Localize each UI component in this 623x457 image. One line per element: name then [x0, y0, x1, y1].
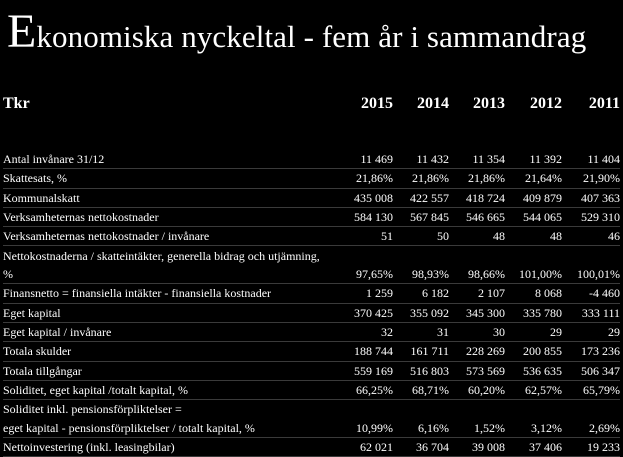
- row-value: [325, 400, 393, 419]
- table-row: [3, 380, 620, 399]
- row-value: 100,01%: [562, 246, 620, 284]
- row-value: 435 008: [325, 188, 393, 207]
- row-value: 50: [393, 227, 449, 246]
- row-value: [449, 400, 505, 419]
- table-row: [3, 169, 620, 188]
- row-value: 46: [562, 227, 620, 246]
- row-value: 66,25%: [325, 380, 393, 399]
- row-label: Verksamheternas nettokostnader: [3, 207, 325, 226]
- row-value: 2 107: [449, 284, 505, 303]
- row-value: 10,99%: [325, 419, 393, 438]
- row-value: 65,79%: [562, 380, 620, 399]
- table-row: [3, 437, 620, 456]
- row-value: 1 259: [325, 284, 393, 303]
- row-value: 584 130: [325, 207, 393, 226]
- row-value: 407 363: [562, 188, 620, 207]
- row-value: 573 569: [449, 361, 505, 380]
- row-value: 8 068: [505, 284, 562, 303]
- table-row: [3, 323, 620, 342]
- row-value: -4 460: [562, 284, 620, 303]
- row-value: 21,86%: [325, 169, 393, 188]
- header-year: 2012: [530, 94, 562, 112]
- row-value: 333 111: [562, 303, 620, 322]
- row-value: 11 392: [505, 150, 562, 169]
- row-value: 68,71%: [393, 380, 449, 399]
- row-value: 228 269: [449, 342, 505, 361]
- row-value: 11 432: [393, 150, 449, 169]
- row-value: 422 557: [393, 188, 449, 207]
- table-row: [3, 207, 620, 226]
- table-row: [3, 188, 620, 207]
- row-value: 567 845: [393, 207, 449, 226]
- row-label: Soliditet, eget kapital /totalt kapital, %: [3, 380, 325, 399]
- row-value: 21,90%: [562, 169, 620, 188]
- row-label: Kommunalskatt: [3, 188, 325, 207]
- row-value: 2,69%: [562, 419, 620, 438]
- row-value: 335 780: [505, 303, 562, 322]
- row-value: 11 354: [449, 150, 505, 169]
- row-value: 506 347: [562, 361, 620, 380]
- row-label: eget kapital - pensionsförpliktelser / totalt kapital, %: [3, 419, 325, 438]
- row-value: 559 169: [325, 361, 393, 380]
- header-year: 2011: [588, 94, 620, 112]
- row-value: 39 008: [449, 437, 505, 456]
- row-label: Eget kapital: [3, 303, 325, 322]
- table-row: [3, 246, 620, 284]
- row-value: 29: [505, 323, 562, 342]
- row-value: 6,16%: [393, 419, 449, 438]
- row-label: Antal invånare 31/12: [3, 150, 325, 169]
- row-value: 101,00%: [505, 246, 562, 284]
- table-row: [3, 400, 620, 419]
- row-label: Soliditet inkl. pensionsförpliktelser =: [3, 402, 182, 417]
- header-year: 2013: [473, 94, 505, 112]
- row-value: 19 233: [562, 437, 620, 456]
- table-header-row: [3, 91, 620, 116]
- row-value: 30: [449, 323, 505, 342]
- table-row: [3, 361, 620, 380]
- row-label: Verksamheternas nettokostnader / invånare: [3, 227, 325, 246]
- row-label: Nettokostnaderna / skatteintäkter, generella bidrag och utjämning, %: [3, 246, 325, 284]
- header-unit-label: Tkr: [3, 94, 30, 112]
- row-value: 370 425: [325, 303, 393, 322]
- row-value: 161 711: [393, 342, 449, 361]
- row-value: 51: [325, 227, 393, 246]
- table-row: [3, 303, 620, 322]
- header-year: 2015: [361, 94, 393, 112]
- table-row: [3, 342, 620, 361]
- row-value: [393, 400, 449, 419]
- row-value: 6 182: [393, 284, 449, 303]
- row-value: 173 236: [562, 342, 620, 361]
- row-value: 97,65%: [325, 246, 393, 284]
- row-value: 11 404: [562, 150, 620, 169]
- row-value: [562, 400, 620, 419]
- table-row: [3, 227, 620, 246]
- row-value: 1,52%: [449, 419, 505, 438]
- page-title: [7, 5, 587, 58]
- row-value: 11 469: [325, 150, 393, 169]
- row-value: 60,20%: [449, 380, 505, 399]
- row-value: 345 300: [449, 303, 505, 322]
- row-value: 31: [393, 323, 449, 342]
- row-value: 516 803: [393, 361, 449, 380]
- row-value: 21,86%: [449, 169, 505, 188]
- row-label: Nettoinvestering (inkl. leasingbilar): [3, 437, 325, 456]
- row-value: [505, 400, 562, 419]
- row-value: 544 065: [505, 207, 562, 226]
- page-title-initial: E: [7, 5, 37, 58]
- table-row: [3, 150, 620, 169]
- spacer-row: [3, 116, 620, 150]
- row-value: 546 665: [449, 207, 505, 226]
- row-value: 29: [562, 323, 620, 342]
- row-value: 529 310: [562, 207, 620, 226]
- row-value: 62,57%: [505, 380, 562, 399]
- row-value: 3,12%: [505, 419, 562, 438]
- key-figures-table: [3, 91, 620, 457]
- row-value: 409 879: [505, 188, 562, 207]
- row-value: 48: [505, 227, 562, 246]
- row-value: 48: [449, 227, 505, 246]
- row-label: Eget kapital / invånare: [3, 323, 325, 342]
- page-title-rest: konomiska nyckeltal - fem år i sammandrag: [36, 19, 587, 54]
- row-value: 21,86%: [393, 169, 449, 188]
- row-value: 21,64%: [505, 169, 562, 188]
- row-value: 536 635: [505, 361, 562, 380]
- row-value: 98,93%: [393, 246, 449, 284]
- row-label: Totala skulder: [3, 342, 325, 361]
- row-value: 62 021: [325, 437, 393, 456]
- row-value: 36 704: [393, 437, 449, 456]
- table-row: [3, 419, 620, 438]
- header-year: 2014: [417, 94, 449, 112]
- row-label: Skattesats, %: [3, 169, 325, 188]
- row-value: 32: [325, 323, 393, 342]
- row-value: 355 092: [393, 303, 449, 322]
- row-label: Totala tillgångar: [3, 361, 325, 380]
- row-value: 200 855: [505, 342, 562, 361]
- row-value: 37 406: [505, 437, 562, 456]
- row-value: 188 744: [325, 342, 393, 361]
- row-value: 418 724: [449, 188, 505, 207]
- table-row: [3, 284, 620, 303]
- row-value: 98,66%: [449, 246, 505, 284]
- row-label: Finansnetto = finansiella intäkter - finansiella kostnader: [3, 284, 325, 303]
